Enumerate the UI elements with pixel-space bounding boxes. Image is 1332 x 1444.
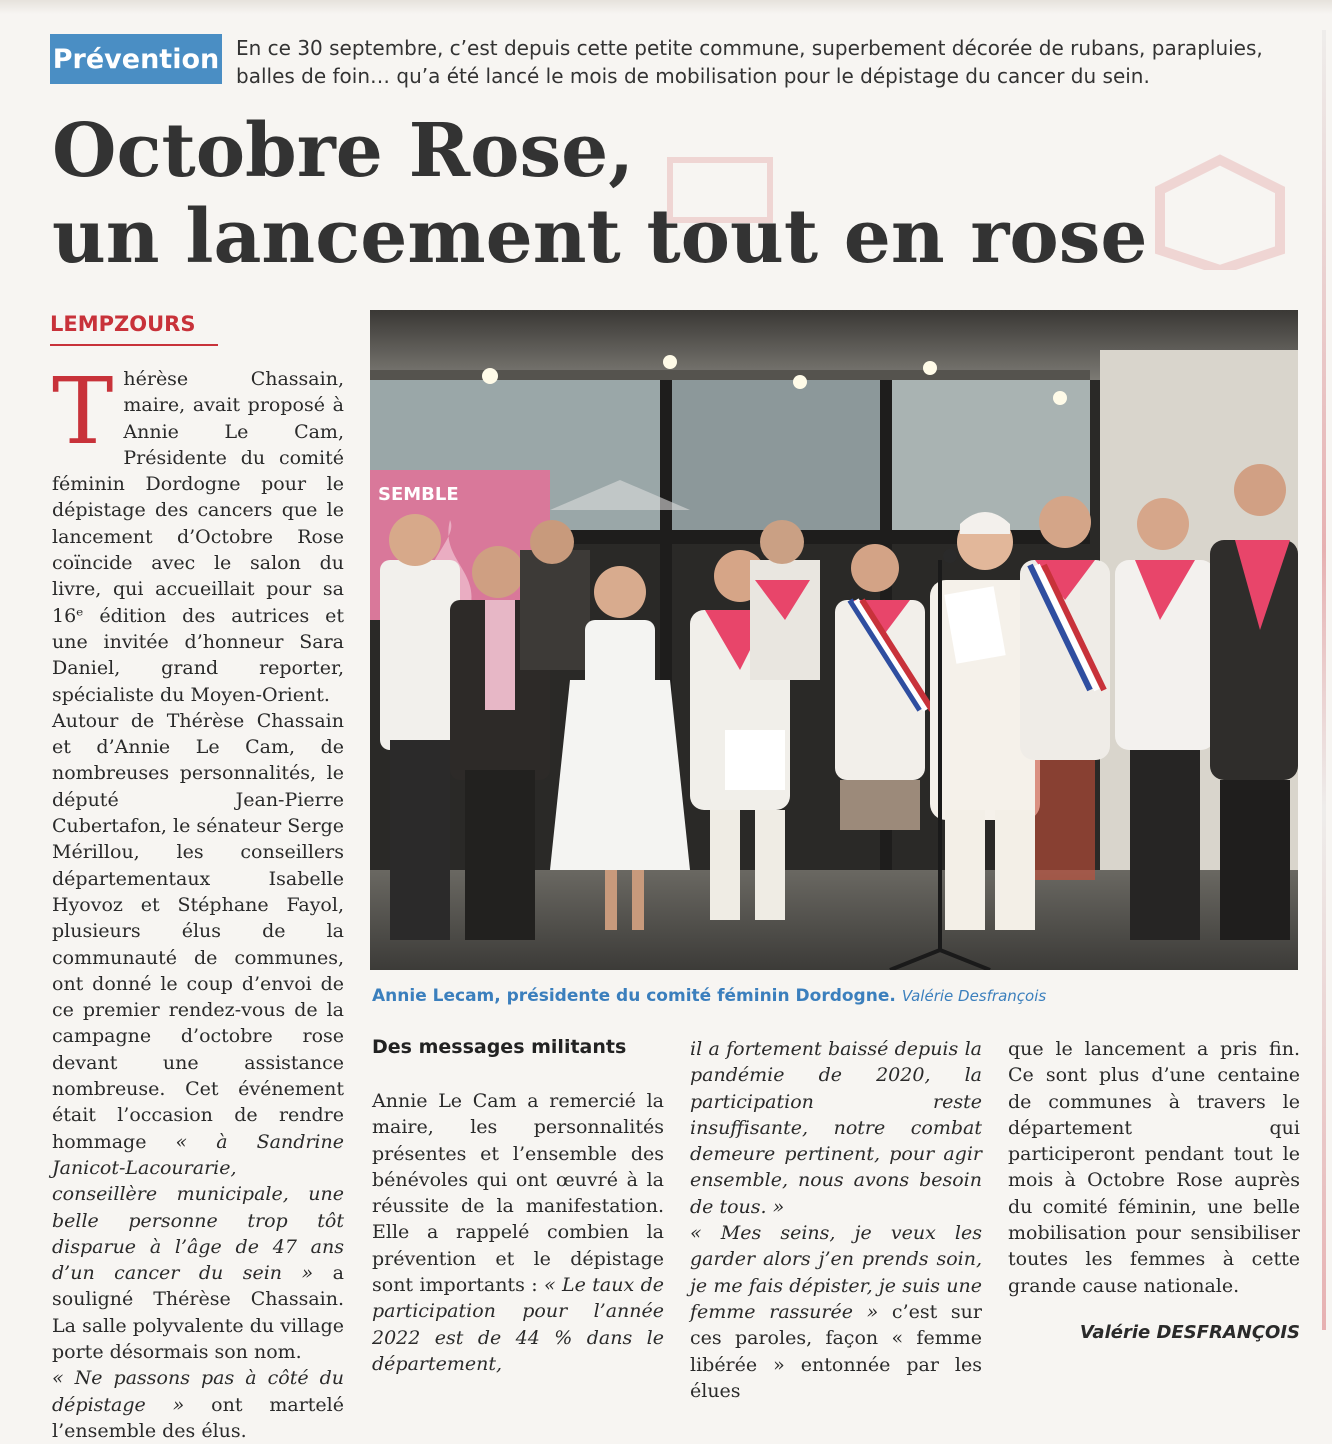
col3-quote-2: « Mes seins, je veux les garder alors j’en prends soin, je me fais dépister, je suis une femme rassurée » (690, 1222, 982, 1323)
intro-text: hérèse Chassain, maire, avait proposé à Annie Le Cam, Présidente du comité féminin Dordogne pour le dépistage des cancers que le lancement d’Octobre Rose coïncide avec le salon du livre, qui accueillait pour sa 16ᵉ édition des autrices et une invitée d’honneur Sara Daniel, grand reporter, spécialiste du Moyen-Orient. (52, 368, 344, 706)
headline-line-2: un lancement tout en rose (52, 194, 1148, 280)
page-edge (1322, 30, 1326, 1330)
p2-text: Autour de Thérèse Chassain et d’Annie Le Cam, de nombreuses personnalités, le député Jean-Pierre Cubertafon, le sénateur Serge Mérillou, les conseillers départementaux Isabelle Hyovoz et Stéphane Fayol, plusieurs élus de la communauté de communes, ont donné le coup d’envoi de ce premier rendez-vous de la campagne d’octobre rose devant une assistance nombreuse. Cet événement était l’occasion de rendre hommage (52, 709, 344, 1153)
photo-banner-text: SEMBLE (378, 484, 459, 505)
p3-end: ont martelé l’ensemble des élus. (52, 1393, 344, 1442)
paragraph-2 (52, 708, 344, 1365)
column-1 (52, 358, 344, 1444)
col2-quote: « Le taux de participation pour l’année 2022 est de 44 % dans le département, (372, 1274, 664, 1375)
p2-quote: « à Sandrine Janicot-Lacourarie, conseillère municipale, une belle personne trop tôt disparue à l’âge de 47 ans d’un cancer du sein » (52, 1130, 344, 1285)
caption-text: Annie Lecam, présidente du comité féminin Dordogne. (372, 986, 896, 1006)
previous-page-strip (0, 0, 1332, 14)
col2-text: Annie Le Cam a remercié la maire, les personnalités présentes et l’ensemble des bénévoles qui ont œuvré à la réussite de la manifestation. Elle a rappelé combien la prévention et le dépistage sont importants : (372, 1090, 664, 1297)
col3-quote-1: il a fortement baissé depuis la pandémie de 2020, la participation reste insuffisante, notre combat demeure pertinent, pour agir ensemble, nous avons besoin de tous. » (690, 1038, 982, 1218)
byline: Valérie DESFRANÇOIS (1079, 1322, 1300, 1343)
photo-illustration (370, 310, 1298, 970)
section-badge: Prévention (50, 34, 222, 84)
drop-cap: T (52, 358, 114, 465)
paragraph-3 (52, 1365, 344, 1444)
photo-caption (372, 986, 1312, 1006)
column-2 (372, 1088, 664, 1377)
subhead: Des messages militants (372, 1036, 627, 1058)
article-photo (370, 310, 1298, 970)
dateline: LEMPZOURS (50, 312, 218, 346)
col3-end: c’est sur ces paroles, façon « femme libérée » entonnée par les élues (690, 1300, 982, 1402)
article-chapo: En ce 30 septembre, c’est depuis cette petite commune, superbement décorée de rubans, parapluies, balles de foin… qu’a été lancé le mois de mobilisation pour le dépistage du cancer du sein. (236, 36, 1263, 88)
p3-quote: « Ne passons pas à côté du dépistage » (52, 1367, 344, 1416)
column-4: que le lancement a pris fin. Ce sont plus d’une centaine de communes à travers le département qui participeront pendant tout le mois à Octobre Rose auprès du comité féminin, une belle mobilisation pour sensibiliser toutes les femmes à cette grande cause nationale. (1008, 1038, 1300, 1297)
photo-credit: Valérie Desfrançois (901, 987, 1047, 1005)
paragraph-intro (52, 358, 344, 708)
headline (52, 108, 1312, 280)
headline-line-1: Octobre Rose, (52, 108, 634, 194)
p2-end: a souligné Thérèse Chassain. La salle polyvalente du village porte désormais son nom. (52, 1262, 344, 1363)
column-3 (690, 1036, 982, 1404)
